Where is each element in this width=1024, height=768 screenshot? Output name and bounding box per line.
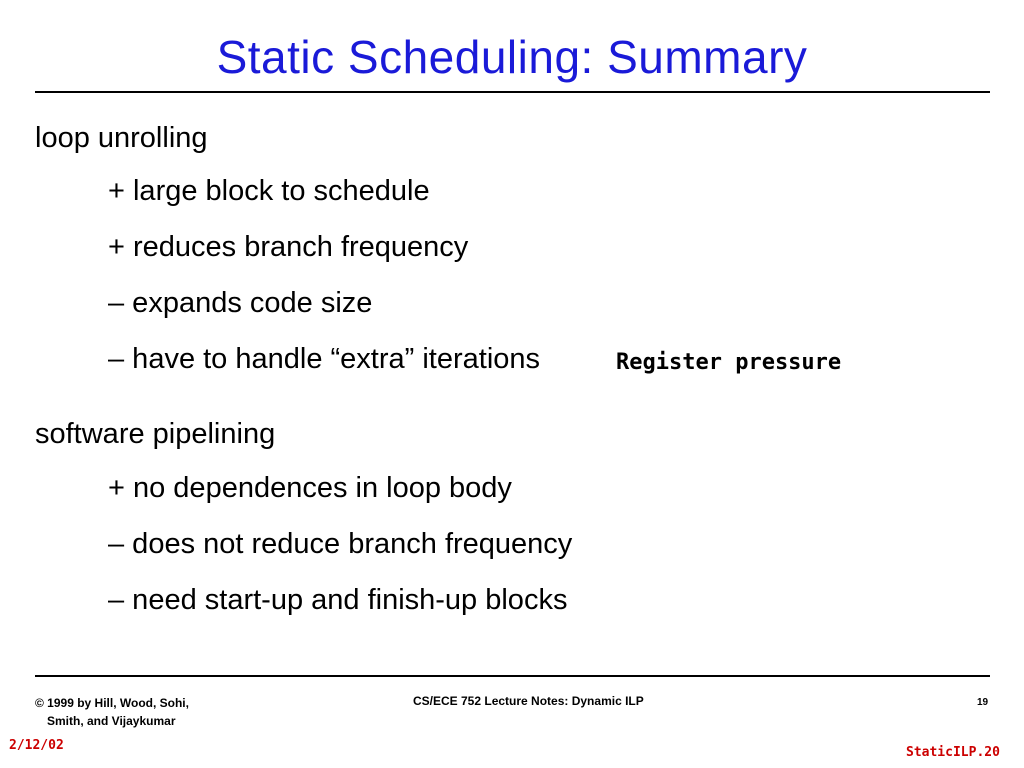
bullet-item: + large block to schedule <box>108 175 430 207</box>
bullet-item: – expands code size <box>108 287 373 319</box>
top-divider <box>35 91 990 93</box>
footer-copyright <box>35 694 189 730</box>
bullet-item: – need start-up and finish-up blocks <box>108 584 568 616</box>
copyright-line-1: © 1999 by Hill, Wood, Sohi, <box>35 696 189 710</box>
copyright-line-2: Smith, and Vijaykumar <box>47 714 176 728</box>
footer-page-number: 19 <box>977 697 989 708</box>
slide-title: Static Scheduling: Summary <box>216 31 808 83</box>
bottom-divider <box>35 675 990 677</box>
bullet-item: – does not reduce branch frequency <box>108 528 573 560</box>
register-pressure-annotation: Register pressure <box>616 350 842 375</box>
date-label: 2/12/02 <box>9 738 64 753</box>
section-heading-loop-unrolling: loop unrolling <box>35 122 208 154</box>
section-heading-software-pipelining: software pipelining <box>35 418 276 450</box>
bullet-item: + no dependences in loop body <box>108 472 512 504</box>
footer-course: CS/ECE 752 Lecture Notes: Dynamic ILP <box>413 694 644 708</box>
slide-id-label: StaticILP.20 <box>906 745 1000 760</box>
bullet-item: – have to handle “extra” iterations <box>108 343 541 375</box>
bullet-item: + reduces branch frequency <box>108 231 469 263</box>
